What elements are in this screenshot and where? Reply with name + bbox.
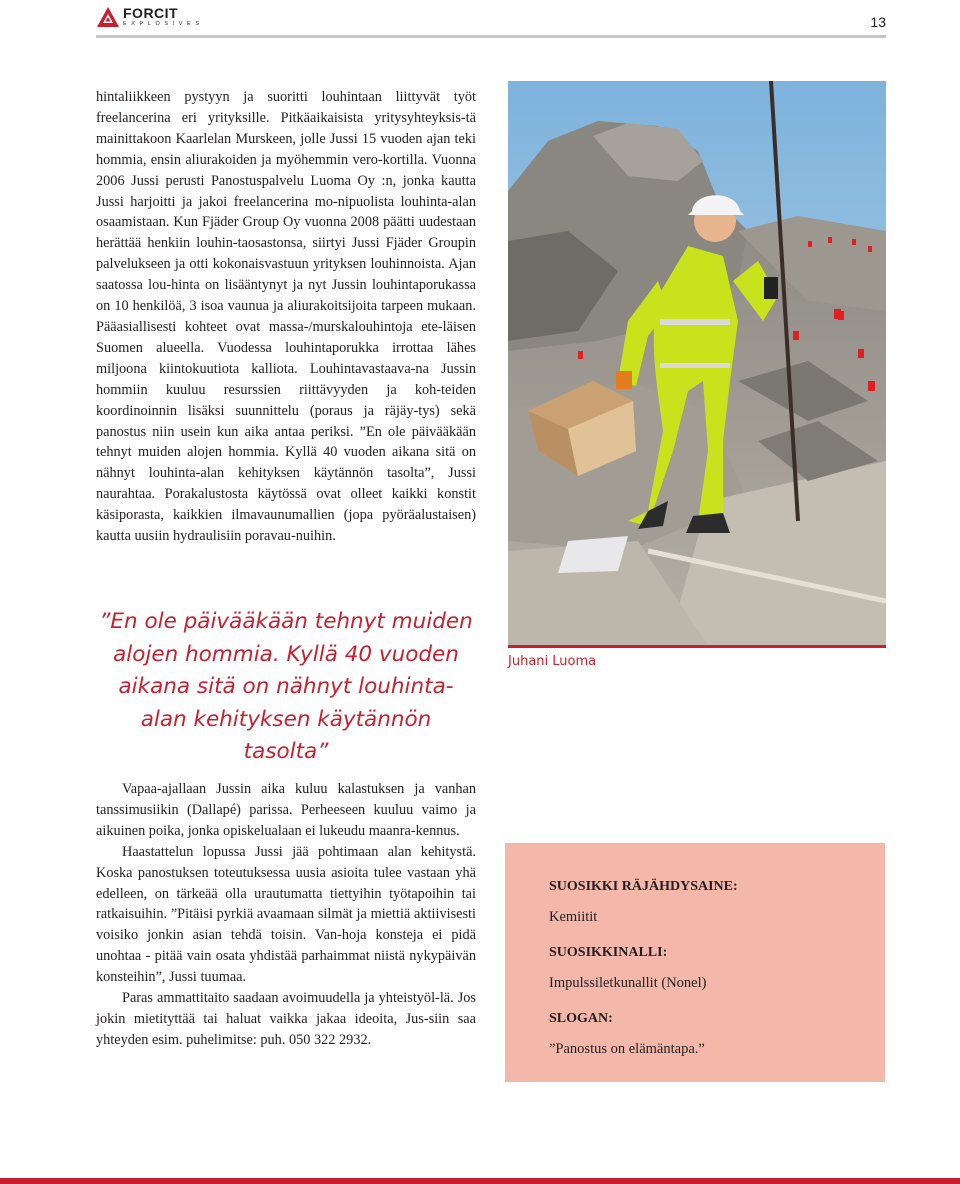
logo-subtitle: EXPLOSIVES — [123, 21, 204, 27]
info-value: ”Panostus on elämäntapa.” — [549, 1041, 705, 1057]
page-number: 13 — [870, 14, 886, 30]
info-label: SUOSIKKI RÄJÄHDYSAINE: — [549, 879, 738, 894]
info-label: SUOSIKKINALLI: — [549, 945, 668, 960]
info-label: SLOGAN: — [549, 1011, 613, 1026]
photo-caption: Juhani Luoma — [508, 654, 597, 669]
worker-photo — [508, 81, 886, 645]
paragraph: hintaliikkeen pystyyn ja suoritti louhintaan liittyvät työt freelancerina eri yrityksille. Pitkäaikaisista yritysyhteyksis-tä mainittakoon Kaarlelan Murskeen, jolle Jussi 15 vuoden ajan teki hommia, ensin aliurakoiden ja myöhemmin vero-kortilla. Vuonna 2006 Jussi perusti Panostuspalvelu Luoma Oy :n, jonka kautta Jussi harjoitti ja jakoi freelancerina mo-nipuolista louhinta-alan osaamistaan. Kun Fjäder Group Oy vuonna 2008 päätti uudestaan herättää henkiin louhin-taosastonsa, siirtyi Jussi Fjäder Groupin palvelukseen ja otti kokonaisvastuun yrityksen louhinnoista. Ajan saatossa lou-hinta on lisääntynyt ja nyt Jussin louhintaporukassa on 10 henkilöä, 3 isoa vaunua ja aliurakoitsijoita tarpeen mukaan. Pääasiallisesti kohteet ovat massa-/murskalouhintoja ete-läisen Suomen alueella. Vuodessa louhintaporukka irrottaa lähes miljoona kiintokuutiota kalliota. Louhintavastaava-na Jussin hommiin kuuluu resurssien riittävyyden ja koh-teiden koordinoinnin lisäksi suunnittelu (poraus ja räjäy-tys) sekä panostus niin usein kun aika antaa periksi. ”En ole päivääkään tehnyt muiden alojen hommia. Kyllä 40 vuoden aikana sitä on nähnyt louhinta-alan kehityksen käytännön tasolta”, Jussi naurahtaa. Porakalustosta käytössä ovat olleet kaikki konstit käsiporasta, kaikkien ilmavaunumallien (jopa pyöräalustaisen) kautta uusiin hydraulisiin poravau-nuihin. — [96, 89, 476, 545]
article-text-top — [96, 87, 476, 547]
info-value: Impulssiletkunallit (Nonel) — [549, 975, 707, 991]
logo-wordmark: FORCIT — [123, 5, 179, 21]
photo-accent-bar — [508, 645, 886, 648]
header-rule — [96, 35, 886, 38]
paragraph: Haastattelun lopussa Jussi jää pohtimaan alan kehitystä. Koska panostuksen toteutuksessa uusia asioita tulee vastaan yhä edelleen, on tärkeää olla urautumatta tiettyihin työtapoihin tai ratkaisuihin. ”Pitäisi pyrkiä avaamaan silmät ja miettiä aktiivisesti voisiko jonkin asian tehdä toisin. Van-hoja konsteja ei pidä unohtaa - pitää vain osata yhdistää parhaimmat niistä nykypäivän konsteihin”, Jussi tuumaa. — [96, 843, 476, 986]
paragraph: Vapaa-ajallaan Jussin aika kuluu kalastuksen ja vanhan tanssimusiikin (Dallapé) parissa. Perheeseen kuuluu vaimo ja aikuinen poika, jonka opiskelualaan ei lukeudu maanra-kennus. — [96, 781, 476, 839]
article-text-bottom — [96, 779, 476, 1051]
forcit-logo — [96, 6, 204, 32]
paragraph: Paras ammattitaito saadaan avoimuudella ja yhteistyöl-lä. Jos jokin mietityttää tai haluat vaikka jakaa ideoita, Jus-siin saa yhteyden esim. puhelimitse: puh. 050 322 2932. — [96, 990, 476, 1048]
pull-quote: ”En ole päivääkään tehnyt muiden alojen hommia. Kyllä 40 vuoden aikana sitä on nähnyt louhinta-alan kehityksen käytännön tasolta” — [99, 609, 473, 764]
info-value: Kemiitit — [549, 909, 598, 925]
forcit-triangle-icon — [96, 6, 120, 28]
favorites-infobox — [505, 843, 885, 1082]
footer-accent-line — [0, 1178, 960, 1184]
